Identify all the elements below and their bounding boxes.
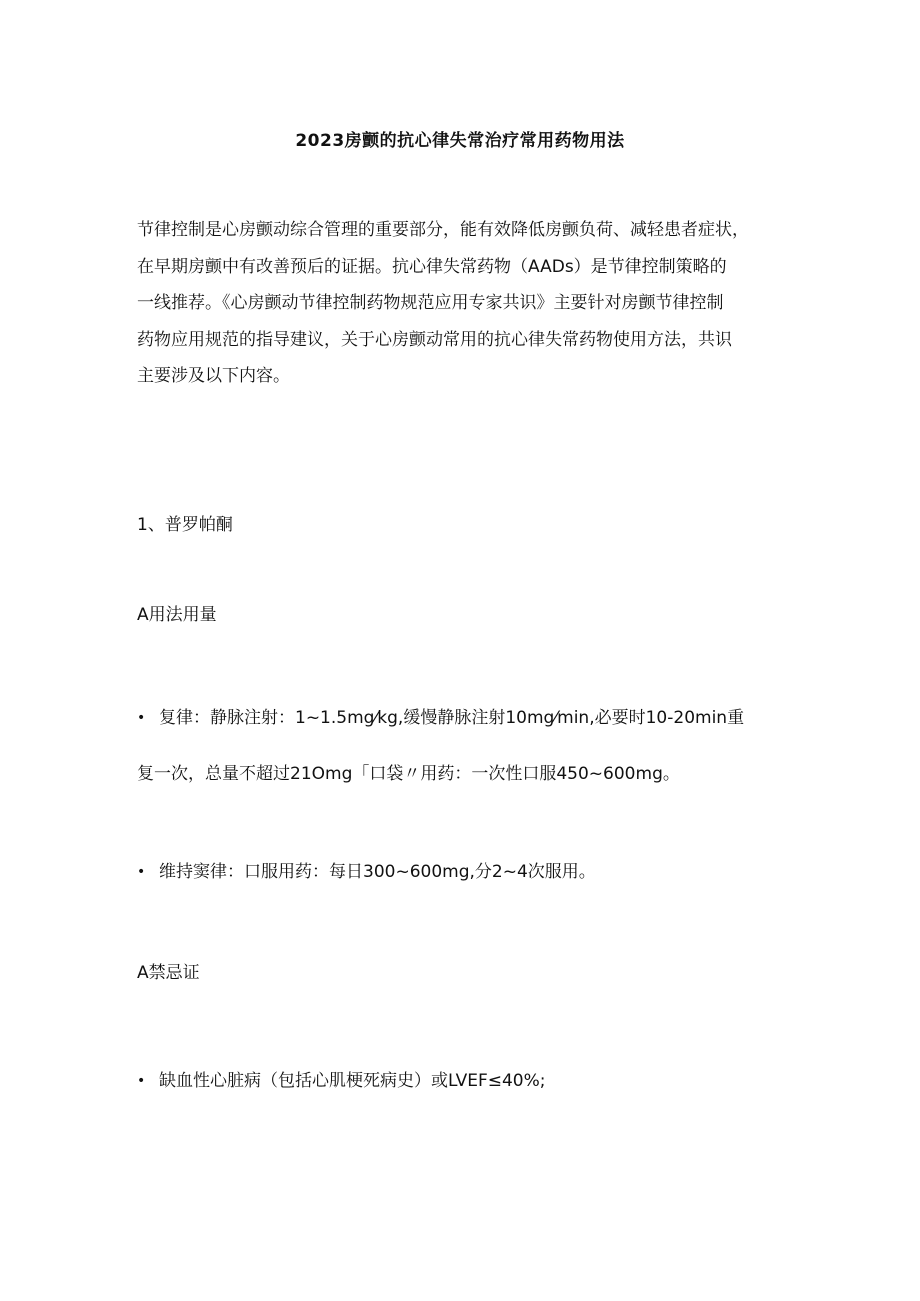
usage-heading: A用法用量 <box>137 605 217 625</box>
contraindication-item-text: 缺血性心脏病（包括心肌梗死病史）或LVEF≤40%; <box>159 1071 546 1091</box>
bullet-icon: • <box>137 864 146 880</box>
usage-item <box>137 860 797 916</box>
contraindication-item <box>137 1069 797 1125</box>
intro-paragraph <box>137 212 787 395</box>
intro-line: 节律控制是心房颤动综合管理的重要部分，能有效降低房颤负荷、减轻患者症状， <box>137 220 749 240</box>
usage-item-text: 维持窦律：口服用药：每日300~600mg,分2~4次服用。 <box>159 862 596 882</box>
intro-line: 在早期房颤中有改善预后的证据。抗心律失常药物（AADs）是节律控制策略的 <box>137 256 727 277</box>
contraindication-heading: A禁忌证 <box>137 963 200 983</box>
usage-item-line <box>137 860 797 916</box>
usage-item <box>137 706 797 818</box>
contraindication-item-line <box>137 1069 797 1125</box>
intro-line: 主要涉及以下内容。 <box>137 366 290 386</box>
usage-item-line <box>137 706 797 762</box>
bullet-icon: • <box>137 1073 146 1089</box>
usage-item-line: 复一次，总量不超过21Omg「口袋〃用药：一次性口服450~600mg。 <box>137 764 680 784</box>
document-title: 2023房颤的抗心律失常治疗常用药物用法 <box>295 131 625 151</box>
section-heading: 1、普罗帕酮 <box>137 515 233 535</box>
intro-line: 一线推荐。《心房颤动节律控制药物规范应用专家共识》主要针对房颤节律控制 <box>137 293 724 313</box>
usage-item-text: 复律：静脉注射：1~1.5mg⁄kg,缓慢静脉注射10mg⁄min,必要时10-20min重 <box>159 708 745 728</box>
intro-line: 药物应用规范的指导建议，关于心房颤动常用的抗心律失常药物使用方法，共识 <box>137 329 732 350</box>
bullet-icon: • <box>137 710 146 726</box>
